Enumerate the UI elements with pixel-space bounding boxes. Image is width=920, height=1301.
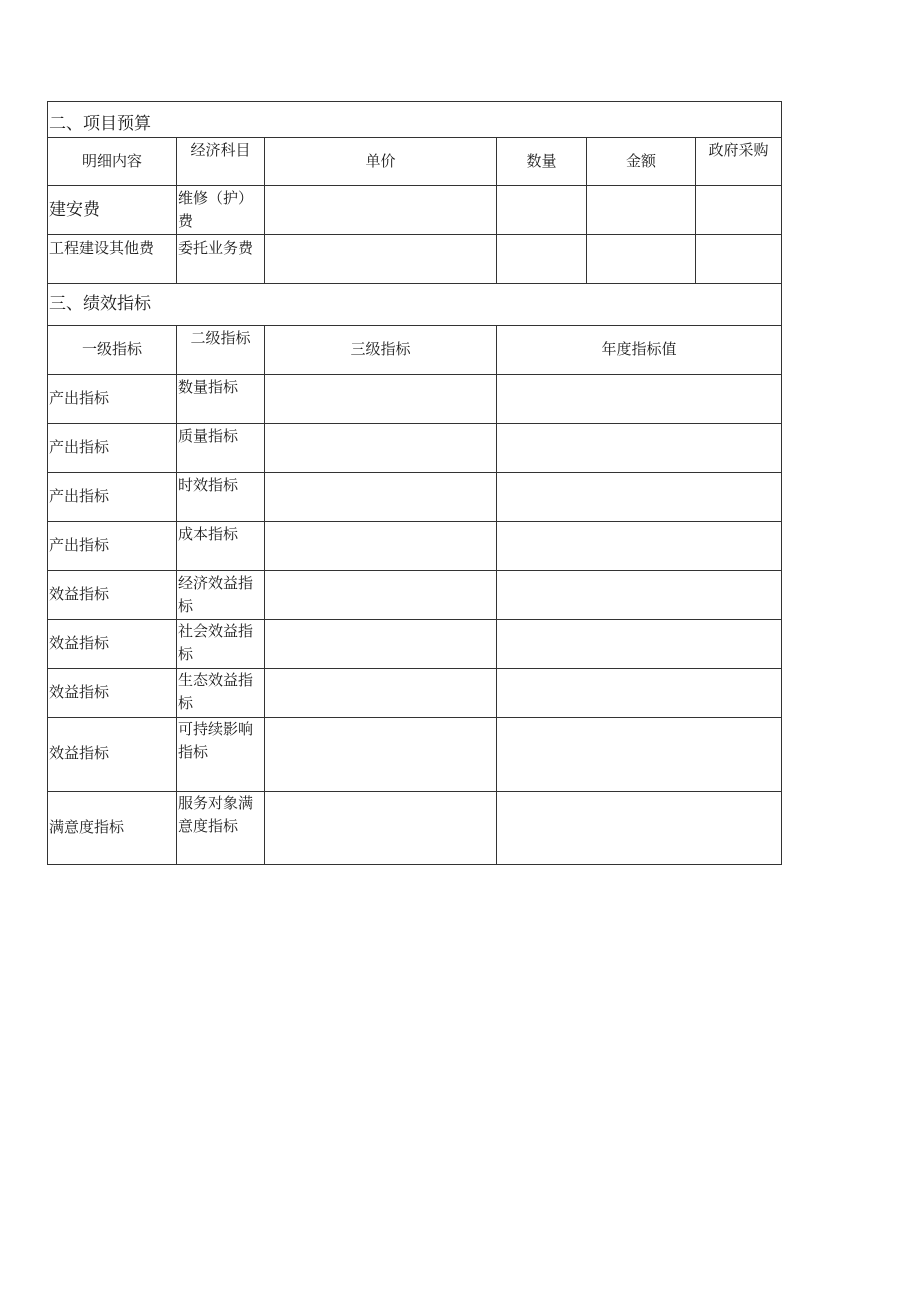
row-divider xyxy=(48,423,781,424)
indicator-level1: 产出指标 xyxy=(49,487,110,505)
indicator-level2: 社会效益指标 xyxy=(178,622,254,663)
indicator-level1: 产出指标 xyxy=(49,438,110,456)
header-level3: 三级指标 xyxy=(350,340,411,358)
budget-row-econ-subject: 委托业务费 xyxy=(178,239,254,257)
row-divider xyxy=(48,521,781,522)
row-divider xyxy=(48,619,781,620)
row-divider xyxy=(48,234,781,235)
row-divider xyxy=(48,668,781,669)
budget-row-detail: 工程建设其他费 xyxy=(49,239,155,257)
row-divider xyxy=(48,570,781,571)
col-divider xyxy=(264,325,265,865)
indicator-level1: 产出指标 xyxy=(49,389,110,407)
budget-row-econ-subject: 维修（护）费 xyxy=(178,189,254,230)
indicator-level2: 数量指标 xyxy=(178,378,239,396)
indicator-level2: 可持续影响指标 xyxy=(178,720,254,761)
row-divider xyxy=(48,472,781,473)
row-divider xyxy=(48,185,781,186)
header-detail: 明细内容 xyxy=(81,152,142,170)
indicator-level1: 效益指标 xyxy=(49,585,110,603)
header-level1: 一级指标 xyxy=(81,340,142,358)
header-level2: 二级指标 xyxy=(190,329,251,347)
indicator-level1: 效益指标 xyxy=(49,634,110,652)
col-divider xyxy=(176,325,177,865)
indicator-level1: 产出指标 xyxy=(49,536,110,554)
indicator-level2: 成本指标 xyxy=(178,525,239,543)
row-divider xyxy=(48,791,781,792)
row-divider xyxy=(48,137,781,138)
row-divider xyxy=(48,374,781,375)
header-unit-price: 单价 xyxy=(365,152,396,170)
budget-performance-form xyxy=(47,101,782,865)
row-divider xyxy=(48,325,781,326)
budget-row-detail: 建安费 xyxy=(49,200,100,220)
indicator-level1: 效益指标 xyxy=(49,744,110,762)
indicator-level1: 满意度指标 xyxy=(49,818,125,836)
indicator-level2: 时效指标 xyxy=(178,476,239,494)
indicator-level2: 生态效益指标 xyxy=(178,671,254,712)
indicator-level1: 效益指标 xyxy=(49,683,110,701)
budget-section-title: 二、项目预算 xyxy=(49,114,151,134)
indicator-level2: 质量指标 xyxy=(178,427,239,445)
header-annual-value: 年度指标值 xyxy=(601,340,677,358)
header-gov-procurement: 政府采购 xyxy=(708,141,769,159)
col-divider xyxy=(496,325,497,865)
indicator-level2: 服务对象满意度指标 xyxy=(178,794,254,835)
header-econ-subject: 经济科目 xyxy=(190,141,251,159)
header-quantity: 数量 xyxy=(526,152,557,170)
indicator-level2: 经济效益指标 xyxy=(178,574,254,615)
row-divider xyxy=(48,717,781,718)
performance-section-title: 三、绩效指标 xyxy=(49,294,151,314)
header-amount: 金额 xyxy=(625,152,656,170)
row-divider xyxy=(48,283,781,284)
